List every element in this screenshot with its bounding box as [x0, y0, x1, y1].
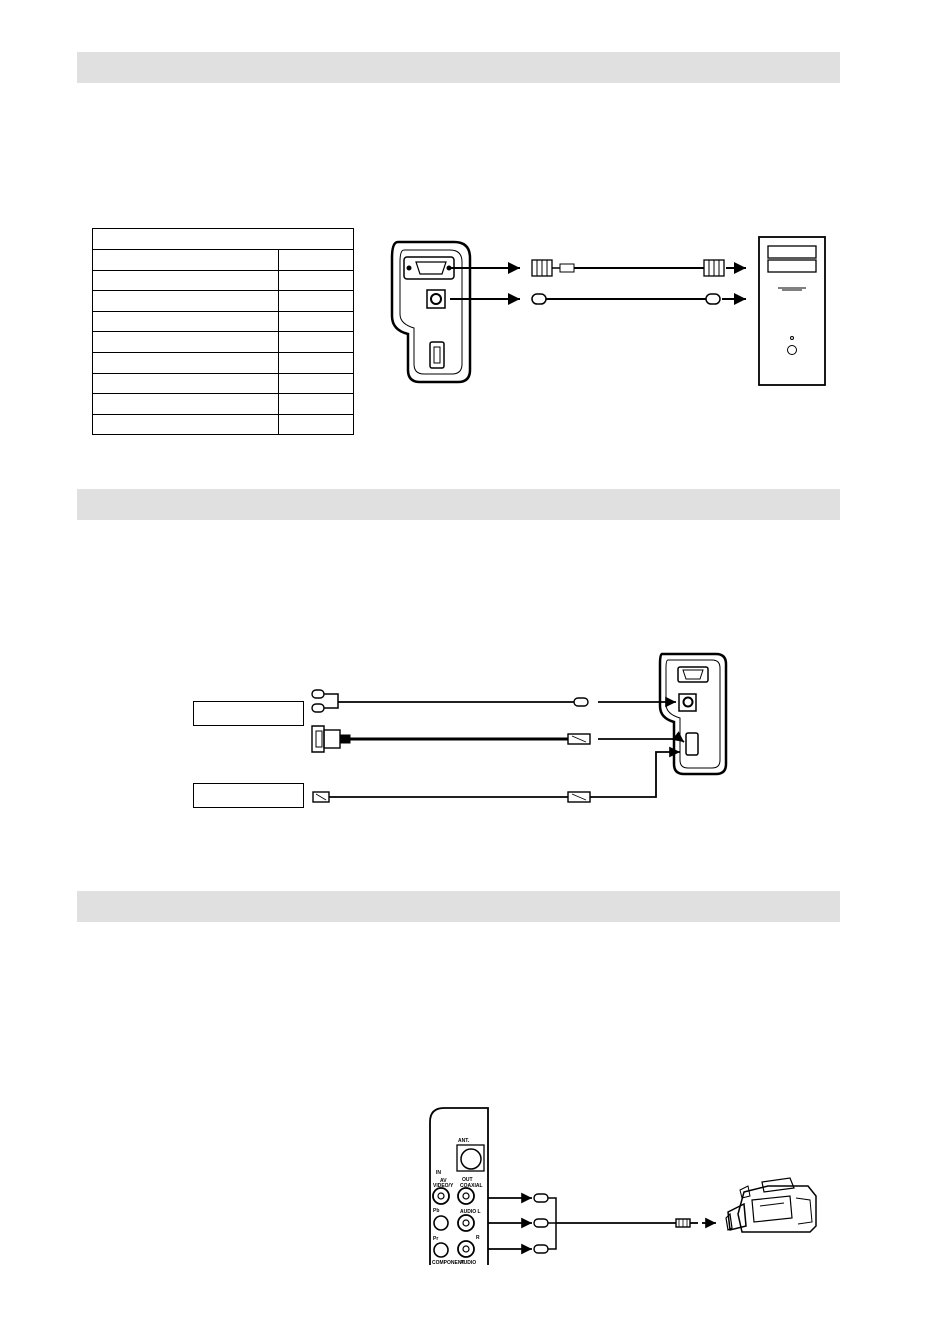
av-label: AV [440, 1178, 447, 1184]
r-label: R [476, 1235, 480, 1241]
av-rca-cables [488, 1194, 716, 1253]
pc-tower-icon [759, 237, 825, 385]
out-label: OUT [462, 1177, 473, 1183]
pr-label: Pr [433, 1236, 439, 1242]
audio-cable [450, 294, 746, 304]
coaxial-label: COAXIAL [460, 1183, 483, 1189]
camcorder-icon [726, 1178, 816, 1232]
in-label: IN [436, 1170, 441, 1176]
tv-side-panel-hdmi [660, 654, 726, 774]
vga-port-icon [404, 257, 454, 279]
pb-label: Pb [433, 1208, 440, 1214]
component-label: COMPONENT [432, 1260, 465, 1266]
audio-jack-icon [427, 290, 445, 308]
rca-audio-cable [312, 690, 676, 712]
video-y-label: VIDEO/Y [433, 1183, 454, 1189]
audio-l-label: AUDIO L [460, 1209, 481, 1215]
dvi-to-hdmi-cable [312, 726, 684, 752]
audio-label: AUDIO [460, 1260, 477, 1266]
ant-label: ANT. [458, 1138, 470, 1144]
vga-cable [450, 260, 746, 276]
hdmi-cable [313, 752, 680, 802]
hdmi-port-icon [430, 342, 444, 368]
